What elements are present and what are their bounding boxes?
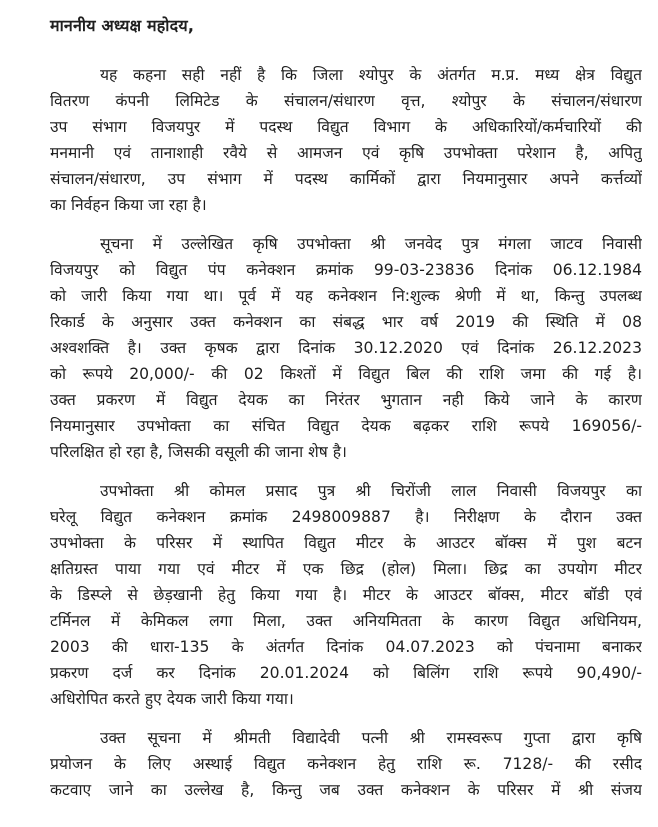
paragraph-line: वितरण कंपनी लिमिटेड के संचालन/संधारण वृत्त, श्योपुर के संचालन/संधारण — [50, 92, 642, 110]
paragraph-line: टर्मिनल में केमिकल लगा मिला, उक्त अनियमितता के कारण विद्युत अधिनियम, — [50, 612, 642, 630]
paragraph-line: उक्त सूचना में श्रीमती विद्यादेवी पत्नी श्री रामस्वरूप गुप्ता द्वारा कृषि — [100, 729, 642, 747]
paragraph-line: प्रयोजन के लिए अस्थाई विद्युत कनेक्शन हेतु राशि रू. 7128/- की रसीद — [50, 755, 642, 773]
paragraph-line: संचालन/संधारण, उप संभाग में पदस्थ कार्मिकों द्वारा नियमानुसार अपने कर्त्तव्यों — [50, 170, 642, 188]
paragraph-line: परिलक्षित हो रहा है, जिसकी वसूली की जाना शेष है। — [50, 443, 347, 461]
paragraph-line: कटवाए जाने का उल्लेख है, किन्तु जब उक्त कनेक्शन के परिसर में श्री संजय — [50, 781, 642, 799]
paragraph-line: घरेलू विद्युत कनेक्शन क्रमांक 2498009887 है। निरीक्षण के दौरान उक्त — [50, 508, 642, 526]
paragraph-3 — [50, 478, 642, 712]
paragraph-4 — [50, 725, 642, 803]
paragraph-line: 2003 की धारा-135 के अंतर्गत दिनांक 04.07.2023 को पंचनामा बनाकर — [50, 638, 642, 656]
paragraph-line: के डिस्प्ले से छेड़खानी हेतु किया गया है। मीटर के आउटर बॉक्स, मीटर बॉडी एवं — [50, 586, 642, 604]
paragraph-line: का निर्वहन किया जा रहा है। — [50, 196, 207, 214]
paragraph-line: नियमानुसार उपभोक्ता का संचित विद्युत देयक बढ़कर राशि रूपये 169056/- — [50, 417, 642, 435]
paragraph-line: उपभोक्ता श्री कोमल प्रसाद पुत्र श्री चिरोंजी लाल निवासी विजयपुर का — [100, 482, 642, 500]
paragraph-line: को रूपये 20,000/- की 02 किश्तों में विद्युत बिल की राशि जमा की गई है। — [50, 365, 642, 383]
paragraph-2 — [50, 231, 642, 465]
paragraph-line: उपभोक्ता के परिसर में स्थापित विद्युत मीटर के आउटर बॉक्स में पुश बटन — [50, 534, 642, 552]
paragraph-line: उप संभाग विजयपुर में पदस्थ विद्युत विभाग के अधिकारियों/कर्मचारियों की — [50, 118, 642, 136]
paragraph-line: क्षतिग्रस्त पाया गया एवं मीटर में एक छिद्र (होल) मिला। छिद्र का उपयोग मीटर — [50, 560, 642, 578]
paragraph-line: रिकार्ड के अनुसार उक्त कनेक्शन का संबद्ध भार वर्ष 2019 की स्थिति में 08 — [50, 313, 642, 331]
salutation: माननीय अध्यक्ष महोदय, — [50, 16, 195, 35]
paragraph-line: यह कहना सही नहीं है कि जिला श्योपुर के अंतर्गत म.प्र. मध्य क्षेत्र विद्युत — [100, 66, 642, 84]
paragraph-line: अश्वशक्ति है। उक्त कृषक द्वारा दिनांक 30.12.2020 एवं दिनांक 26.12.2023 — [50, 339, 642, 357]
paragraph-line: को जारी किया गया था। पूर्व में यह कनेक्शन नि:शुल्क श्रेणी में था, किन्तु उपलब्ध — [50, 287, 642, 305]
paragraph-1 — [50, 62, 642, 218]
paragraph-line: मनमानी एवं तानाशाही रवैये से आमजन एवं कृषि उपभोक्ता परेशान है, अपितु — [50, 144, 642, 162]
paragraph-line: अधिरोपित करते हुए देयक जारी किया गया। — [50, 690, 294, 708]
paragraph-line: प्रकरण दर्ज कर दिनांक 20.01.2024 को बिलिंग राशि रूपये 90,490/- — [50, 664, 642, 682]
paragraph-line: सूचना में उल्लेखित कृषि उपभोक्ता श्री जनवेद पुत्र मंगला जाटव निवासी — [100, 235, 642, 253]
paragraph-line: विजयपुर को विद्युत पंप कनेक्शन क्रमांक 99-03-23836 दिनांक 06.12.1984 — [50, 261, 642, 279]
paragraph-line: उक्त प्रकरण में विद्युत देयक का निरंतर भुगतान नही किये जाने के कारण — [50, 391, 642, 409]
